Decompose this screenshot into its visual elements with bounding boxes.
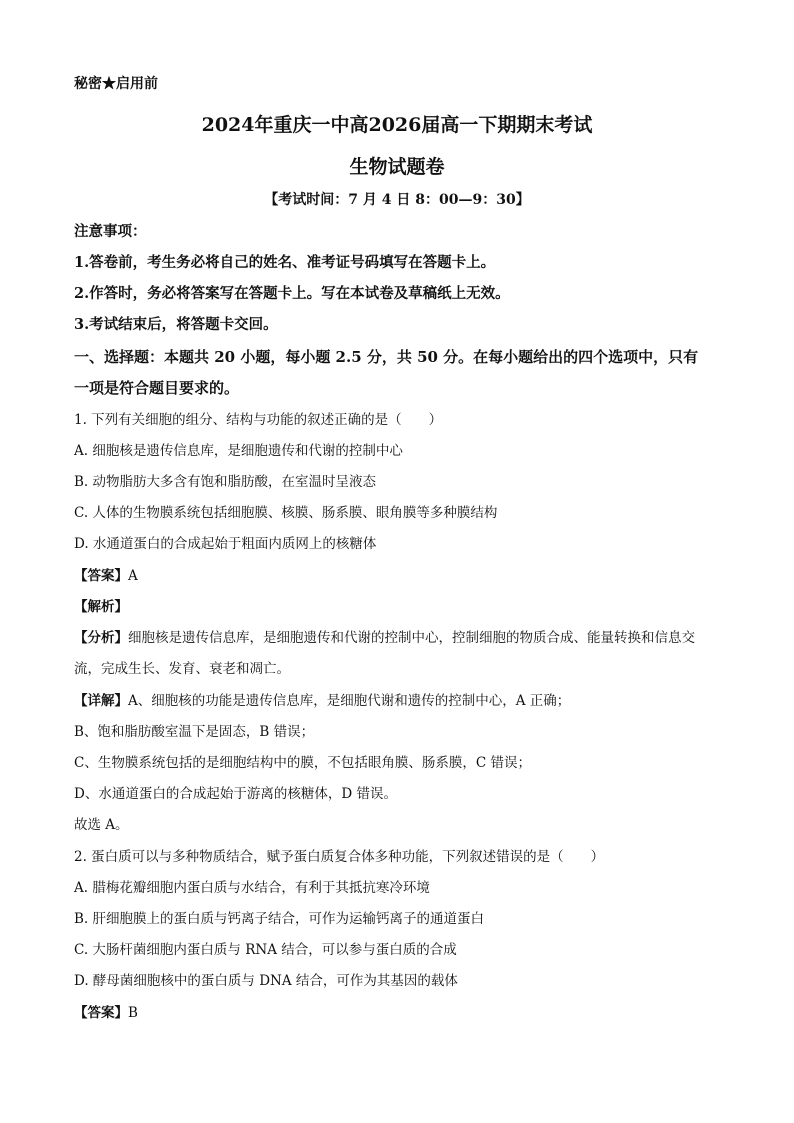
q1-detail-d: D、水通道蛋白的合成起始于游离的核糖体，D 错误。	[74, 786, 397, 802]
q1-option-d: D. 水通道蛋白的合成起始于粗面内质网上的核糖体	[74, 536, 377, 552]
q2-answer	[74, 1003, 138, 1023]
notice-item-1: 1.答卷前，考生务必将自己的姓名、准考证号码填写在答题卡上。	[74, 254, 496, 271]
detail-tag: 【详解】	[74, 693, 128, 709]
section-heading-line1: 一、选择题：本题共 20 小题，每小题 2.5 分，共 50 分。在每小题给出的四个选项中，只有	[74, 348, 699, 366]
notice-item-2: 2.作答时，务必将答案写在答题卡上。写在本试卷及草稿纸上无效。	[74, 285, 510, 302]
q1-option-a: A. 细胞核是遗传信息库，是细胞遗传和代谢的控制中心	[74, 443, 403, 459]
detail-a-text: A、细胞核的功能是遗传信息库，是细胞代谢和遗传的控制中心，A 正确；	[128, 693, 571, 709]
section-heading-line2: 一项是符合题目要求的。	[74, 379, 240, 397]
answer-tag: 【答案】	[74, 568, 128, 584]
secret-label: 秘密★启用前	[74, 76, 158, 92]
q1-detail-b: B、饱和脂肪酸室温下是固态，B 错误；	[74, 724, 315, 740]
fenxi-text-1: 细胞核是遗传信息库，是细胞遗传和代谢的控制中心，控制细胞的物质合成、能量转换和信息交	[128, 630, 695, 646]
answer-value: A	[128, 568, 138, 584]
q1-answer	[74, 566, 138, 586]
exam-subtitle: 生物试题卷	[349, 156, 445, 178]
answer-value: B	[128, 1005, 138, 1021]
fenxi-tag: 【分析】	[74, 630, 128, 646]
q2-stem: 2. 蛋白质可以与多种物质结合，赋予蛋白质复合体多种功能，下列叙述错误的是（ ）	[74, 849, 605, 865]
q1-option-c: C. 人体的生物膜系统包括细胞膜、核膜、肠系膜、眼角膜等多种膜结构	[74, 505, 498, 521]
q1-fenxi-line2: 流，完成生长、发育、衰老和凋亡。	[74, 661, 290, 677]
q1-stem: 1. 下列有关细胞的组分、结构与功能的叙述正确的是（ ）	[74, 412, 443, 428]
q2-option-d: D. 酵母菌细胞核中的蛋白质与 DNA 结合，可作为其基因的载体	[74, 973, 458, 989]
q1-detail-c: C、生物膜系统包括的是细胞结构中的膜，不包括眼角膜、肠系膜，C 错误；	[74, 755, 531, 771]
q1-detail-a	[74, 691, 570, 711]
q1-fenxi-line1	[74, 628, 695, 648]
notice-item-3: 3.考试结束后，将答题卡交回。	[74, 316, 278, 333]
q1-conclusion: 故选 A。	[74, 817, 129, 833]
notice-heading: 注意事项：	[74, 223, 147, 240]
answer-tag: 【答案】	[74, 1005, 128, 1021]
q1-option-b: B. 动物脂肪大多含有饱和脂肪酸，在室温时呈液态	[74, 474, 377, 490]
q2-option-b: B. 肝细胞膜上的蛋白质与钙离子结合，可作为运输钙离子的通道蛋白	[74, 911, 485, 927]
q2-option-c: C. 大肠杆菌细胞内蛋白质与 RNA 结合，可以参与蛋白质的合成	[74, 942, 457, 958]
q2-option-a: A. 腊梅花瓣细胞内蛋白质与水结合，有利于其抵抗寒冷环境	[74, 880, 430, 896]
exam-title: 2024年重庆一中高2026届高一下期期末考试	[201, 114, 593, 136]
q1-analysis-tag: 【解析】	[74, 599, 128, 615]
exam-time: 【考试时间：7 月 4 日 8：00—9：30】	[264, 192, 530, 208]
